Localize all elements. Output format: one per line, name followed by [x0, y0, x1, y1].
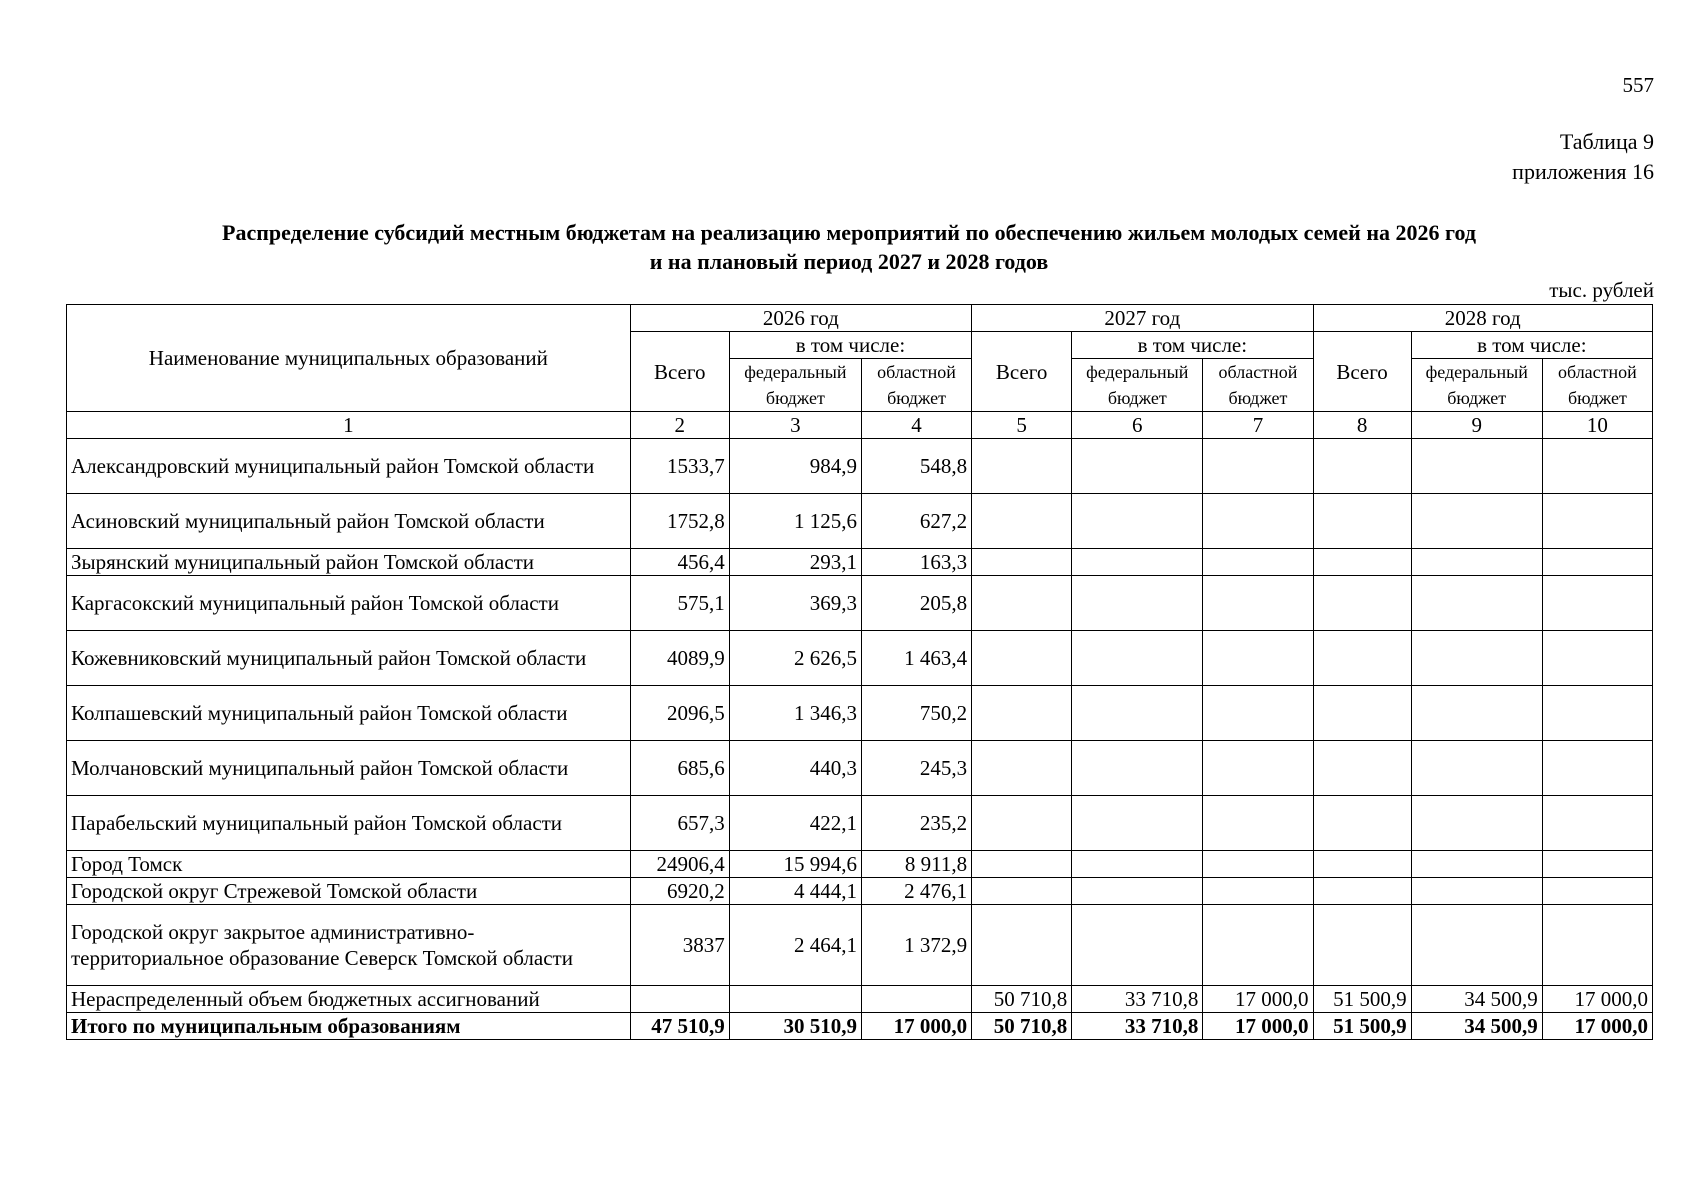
value-cell: [1203, 549, 1313, 576]
table-caption: [1512, 127, 1654, 187]
value-cell: [1542, 686, 1652, 741]
value-cell: [1313, 851, 1411, 878]
value-cell: 1 463,4: [861, 631, 971, 686]
value-cell: [1411, 439, 1542, 494]
value-cell: 1533,7: [630, 439, 729, 494]
column-number-row: [67, 412, 1653, 439]
value-cell: [1072, 549, 1203, 576]
municipality-name: Парабельский муниципальный район Томской области: [67, 796, 631, 851]
value-cell: [1313, 631, 1411, 686]
total-value-cell: 17 000,0: [861, 1013, 971, 1040]
municipality-name: Александровский муниципальный район Томской области: [67, 439, 631, 494]
table-row: [67, 576, 1653, 631]
value-cell: [1203, 576, 1313, 631]
municipality-name: Молчановский муниципальный район Томской области: [67, 741, 631, 796]
total-value-cell: 30 510,9: [729, 1013, 861, 1040]
value-cell: [1542, 851, 1652, 878]
value-cell: [1072, 878, 1203, 905]
document-title: [66, 218, 1632, 276]
municipality-name: Зырянский муниципальный район Томской области: [67, 549, 631, 576]
municipality-name: Кожевниковский муниципальный район Томской области: [67, 631, 631, 686]
header-total-2026: Всего: [630, 332, 729, 412]
value-cell: [972, 576, 1072, 631]
column-number: 7: [1203, 412, 1313, 439]
header-name-column: Наименование муниципальных образований: [67, 305, 631, 412]
total-value-cell: 47 510,9: [630, 1013, 729, 1040]
value-cell: 51 500,9: [1313, 986, 1411, 1013]
table-row: [67, 741, 1653, 796]
value-cell: 50 710,8: [972, 986, 1072, 1013]
value-cell: [1072, 631, 1203, 686]
header-including-2027: в том числе:: [1072, 332, 1313, 359]
table-label: Таблица 9: [1559, 129, 1654, 154]
value-cell: 293,1: [729, 549, 861, 576]
value-cell: [1542, 796, 1652, 851]
value-cell: [1072, 905, 1203, 986]
value-cell: [972, 878, 1072, 905]
total-value-cell: 50 710,8: [972, 1013, 1072, 1040]
value-cell: 1 125,6: [729, 494, 861, 549]
column-number: 6: [1072, 412, 1203, 439]
header-year-2028: 2028 год: [1313, 305, 1652, 332]
value-cell: [972, 905, 1072, 986]
value-cell: [729, 986, 861, 1013]
value-cell: [1411, 796, 1542, 851]
value-cell: 984,9: [729, 439, 861, 494]
value-cell: [1542, 905, 1652, 986]
value-cell: [1411, 576, 1542, 631]
value-cell: [1313, 494, 1411, 549]
value-cell: 17 000,0: [1203, 986, 1313, 1013]
value-cell: [1313, 796, 1411, 851]
header-total-2027: Всего: [972, 332, 1072, 412]
total-value-cell: 34 500,9: [1411, 1013, 1542, 1040]
subsidy-table: [66, 304, 1653, 1040]
value-cell: 8 911,8: [861, 851, 971, 878]
table-row: [67, 905, 1653, 986]
total-value-cell: 33 710,8: [1072, 1013, 1203, 1040]
value-cell: [1203, 686, 1313, 741]
value-cell: [1313, 741, 1411, 796]
header-year-2027: 2027 год: [972, 305, 1313, 332]
value-cell: [1542, 878, 1652, 905]
header-federal-2028: федеральный бюджет: [1411, 359, 1542, 412]
value-cell: 627,2: [861, 494, 971, 549]
value-cell: [972, 631, 1072, 686]
value-cell: [1203, 439, 1313, 494]
value-cell: [1542, 631, 1652, 686]
value-cell: [972, 851, 1072, 878]
header-total-2028: Всего: [1313, 332, 1411, 412]
value-cell: [1411, 549, 1542, 576]
title-line-2: и на плановый период 2027 и 2028 годов: [649, 249, 1049, 274]
value-cell: [1411, 494, 1542, 549]
value-cell: [972, 686, 1072, 741]
value-cell: [1313, 905, 1411, 986]
table-row: [67, 631, 1653, 686]
column-number: 4: [861, 412, 971, 439]
value-cell: [1313, 549, 1411, 576]
table-row: [67, 878, 1653, 905]
value-cell: [1542, 549, 1652, 576]
value-cell: 1752,8: [630, 494, 729, 549]
value-cell: 2 626,5: [729, 631, 861, 686]
value-cell: [1072, 796, 1203, 851]
table-header: [67, 305, 1653, 439]
value-cell: [1313, 576, 1411, 631]
total-value-cell: 17 000,0: [1203, 1013, 1313, 1040]
header-year-2026: 2026 год: [630, 305, 971, 332]
municipality-name: Нераспределенный объем бюджетных ассигнований: [67, 986, 631, 1013]
column-number: 3: [729, 412, 861, 439]
header-including-2028: в том числе:: [1411, 332, 1652, 359]
table-body: [67, 439, 1653, 1040]
value-cell: [1072, 439, 1203, 494]
page-number: 557: [1622, 73, 1654, 97]
column-number: 10: [1542, 412, 1652, 439]
value-cell: [972, 741, 1072, 796]
value-cell: [1203, 878, 1313, 905]
header-including-2026: в том числе:: [729, 332, 971, 359]
value-cell: [1072, 686, 1203, 741]
total-value-cell: 51 500,9: [1313, 1013, 1411, 1040]
value-cell: [861, 986, 971, 1013]
value-cell: [1542, 576, 1652, 631]
header-federal-2027: федеральный бюджет: [1072, 359, 1203, 412]
value-cell: 34 500,9: [1411, 986, 1542, 1013]
column-number: 2: [630, 412, 729, 439]
municipality-name: Городской округ закрытое административно-территориальное образование Северск Томской области: [67, 905, 631, 986]
value-cell: [1072, 494, 1203, 549]
value-cell: 1 372,9: [861, 905, 971, 986]
value-cell: 24906,4: [630, 851, 729, 878]
value-cell: 440,3: [729, 741, 861, 796]
value-cell: [630, 986, 729, 1013]
value-cell: [1203, 631, 1313, 686]
value-cell: [972, 439, 1072, 494]
value-cell: 422,1: [729, 796, 861, 851]
value-cell: [1072, 576, 1203, 631]
column-number: 9: [1411, 412, 1542, 439]
value-cell: [1203, 851, 1313, 878]
value-cell: [972, 494, 1072, 549]
value-cell: [1542, 439, 1652, 494]
value-cell: 1 346,3: [729, 686, 861, 741]
value-cell: 3837: [630, 905, 729, 986]
value-cell: [1411, 851, 1542, 878]
value-cell: [1203, 741, 1313, 796]
value-cell: [1313, 686, 1411, 741]
value-cell: 163,3: [861, 549, 971, 576]
total-label: Итого по муниципальным образованиям: [67, 1013, 631, 1040]
column-number: 8: [1313, 412, 1411, 439]
value-cell: [1411, 905, 1542, 986]
table-row: [67, 439, 1653, 494]
value-cell: [1411, 686, 1542, 741]
table-row: [67, 986, 1653, 1013]
column-number: 1: [67, 412, 631, 439]
table-row: [67, 549, 1653, 576]
value-cell: 15 994,6: [729, 851, 861, 878]
value-cell: [1203, 494, 1313, 549]
appendix-label: приложения 16: [1512, 159, 1654, 184]
value-cell: 575,1: [630, 576, 729, 631]
municipality-name: Колпашевский муниципальный район Томской области: [67, 686, 631, 741]
value-cell: [1313, 878, 1411, 905]
value-cell: 4 444,1: [729, 878, 861, 905]
column-number: 5: [972, 412, 1072, 439]
value-cell: [1411, 741, 1542, 796]
value-cell: 456,4: [630, 549, 729, 576]
value-cell: 245,3: [861, 741, 971, 796]
municipality-name: Асиновский муниципальный район Томской области: [67, 494, 631, 549]
value-cell: [1072, 851, 1203, 878]
value-cell: [1072, 741, 1203, 796]
value-cell: [1411, 631, 1542, 686]
value-cell: [1203, 905, 1313, 986]
total-row: [67, 1013, 1653, 1040]
municipality-name: Каргасокский муниципальный район Томской области: [67, 576, 631, 631]
header-regional-2026: областной бюджет: [861, 359, 971, 412]
value-cell: 235,2: [861, 796, 971, 851]
header-federal-2026: федеральный бюджет: [729, 359, 861, 412]
total-value-cell: 17 000,0: [1542, 1013, 1652, 1040]
value-cell: [1542, 494, 1652, 549]
header-regional-2028: областной бюджет: [1542, 359, 1652, 412]
value-cell: 657,3: [630, 796, 729, 851]
value-cell: 17 000,0: [1542, 986, 1652, 1013]
value-cell: 685,6: [630, 741, 729, 796]
municipality-name: Город Томск: [67, 851, 631, 878]
value-cell: [1203, 796, 1313, 851]
table-row: [67, 686, 1653, 741]
value-cell: [972, 549, 1072, 576]
value-cell: [972, 796, 1072, 851]
value-cell: [1542, 741, 1652, 796]
value-cell: 4089,9: [630, 631, 729, 686]
value-cell: 369,3: [729, 576, 861, 631]
value-cell: 548,8: [861, 439, 971, 494]
value-cell: 205,8: [861, 576, 971, 631]
value-cell: 33 710,8: [1072, 986, 1203, 1013]
value-cell: 2096,5: [630, 686, 729, 741]
value-cell: [1313, 439, 1411, 494]
table-row: [67, 851, 1653, 878]
units-label: тыс. рублей: [1549, 278, 1654, 302]
header-regional-2027: областной бюджет: [1203, 359, 1313, 412]
value-cell: 750,2: [861, 686, 971, 741]
value-cell: 6920,2: [630, 878, 729, 905]
table-row: [67, 494, 1653, 549]
value-cell: [1411, 878, 1542, 905]
value-cell: 2 464,1: [729, 905, 861, 986]
table-row: [67, 796, 1653, 851]
value-cell: 2 476,1: [861, 878, 971, 905]
title-line-1: Распределение субсидий местным бюджетам на реализацию мероприятий по обеспечению жильем молодых семей на 2026 год: [222, 220, 1476, 245]
municipality-name: Городской округ Стрежевой Томской области: [67, 878, 631, 905]
